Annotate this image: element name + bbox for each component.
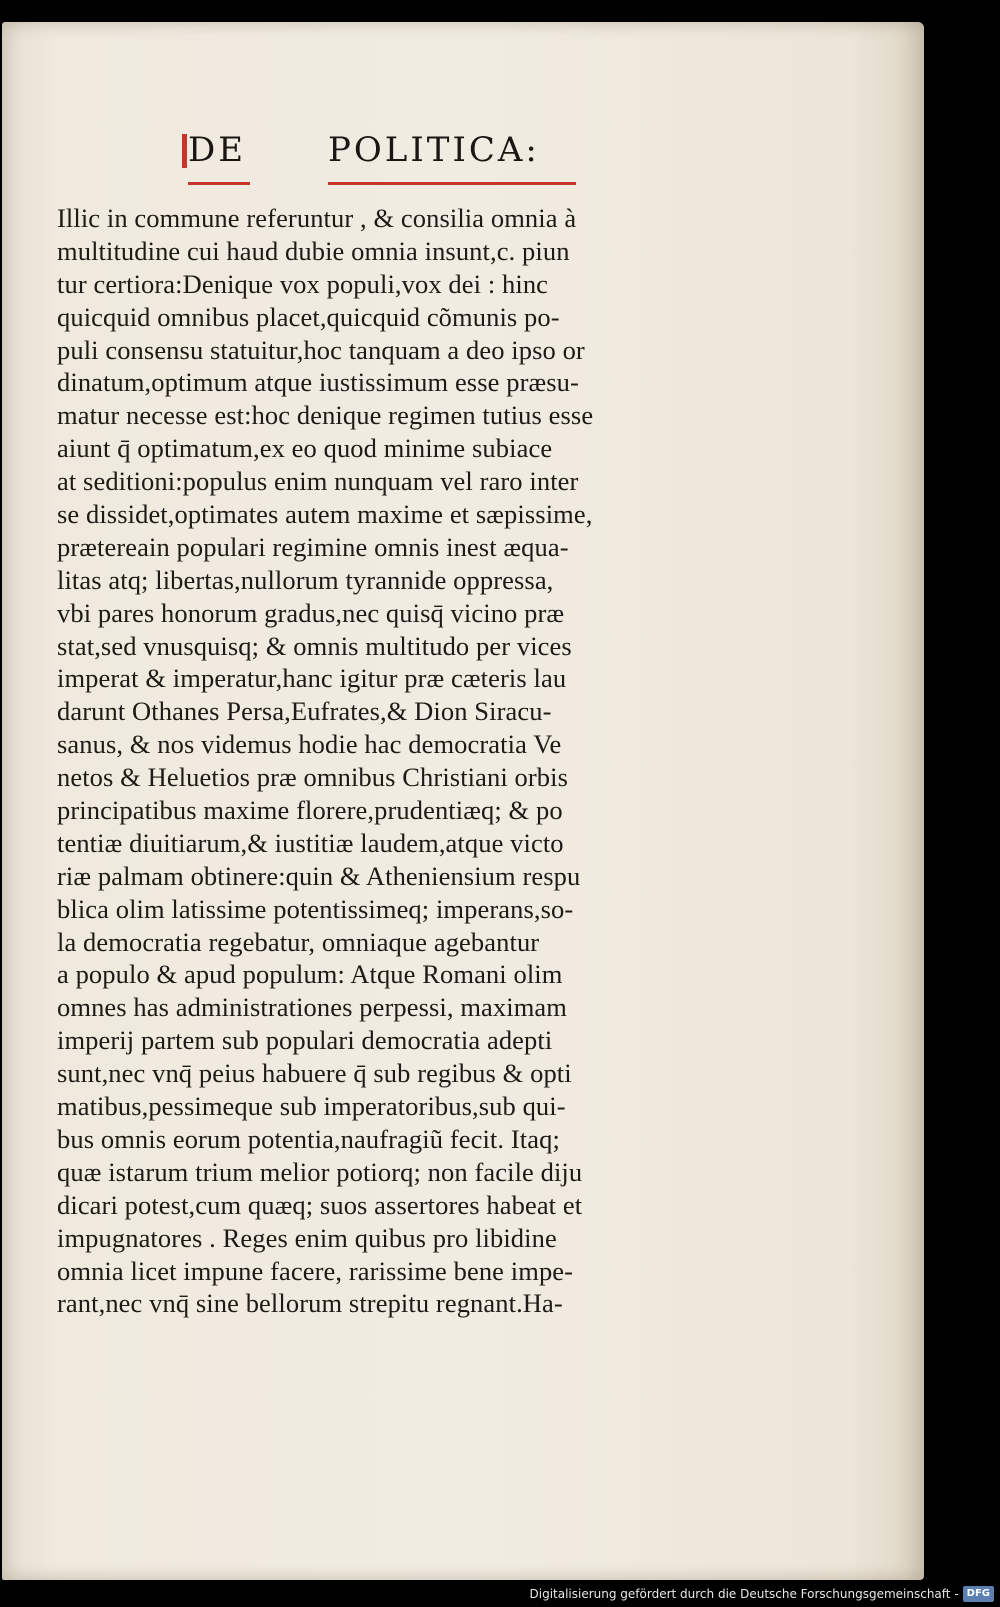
text-line: Illic in commune referuntur , & consilia omnia à — [57, 203, 577, 233]
text-line: at seditioni:populus enim nunquam vel raro inter — [57, 466, 579, 497]
rubric-mark — [182, 134, 187, 168]
text-line: rant,nec vnq̄ sine bellorum strepitu regnant.Ha- — [57, 1288, 563, 1319]
text-line: sanus, & nos videmus hodie hac democratia Ve — [57, 729, 562, 760]
header-underline-right — [328, 182, 576, 185]
header-left: DE — [188, 130, 247, 170]
text-line: sunt,nec vnq̄ peius habuere q̄ sub regibus & opti — [57, 1058, 572, 1089]
text-line: puli consensu statuitur,hoc tanquam a deo ipso or — [57, 334, 585, 365]
running-header — [188, 130, 588, 190]
text-line: omnia licet impune facere, rarissime bene impe- — [57, 1255, 574, 1286]
text-line: multitudine cui haud dubie omnia insunt,c. piun — [57, 235, 570, 266]
text-line: prætereain populari regimine omnis inest æqua- — [57, 531, 569, 562]
text-line: vbi pares honorum gradus,nec quisq̄ vicino præ — [57, 597, 565, 628]
text-line: litas atq; libertas,nullorum tyrannide oppressa, — [57, 564, 554, 595]
text-line: aiunt q̄ optimatum,ex eo quod minime subiace — [57, 433, 553, 464]
text-line: imperat & imperatur,hanc igitur præ cæteris lau — [57, 663, 567, 694]
text-line: darunt Othanes Persa,Eufrates,& Dion Siracu- — [57, 696, 552, 727]
text-line: dicari potest,cum quæq; suos assertores habeat et — [57, 1189, 583, 1220]
text-line: matibus,pessimeque sub imperatoribus,sub qui- — [57, 1091, 566, 1122]
text-line: omnes has administrationes perpessi, maximam — [57, 992, 568, 1023]
text-line: la democratia regebatur, omniaque agebantur — [57, 926, 540, 957]
footer-credit — [530, 1581, 1000, 1607]
text-line: stat,sed vnusquisq; & omnis multitudo per vices — [57, 630, 572, 661]
text-line: quicquid omnibus placet,quicquid cõmunis po- — [57, 301, 560, 332]
text-line: netos & Heluetios præ omnibus Christiani orbis — [57, 762, 569, 793]
text-line: blica olim latissime potentissimeq; imperans,so- — [57, 893, 574, 924]
text-line: tur certiora:Denique vox populi,vox dei : hinc — [57, 268, 549, 299]
header-underline-left — [188, 182, 250, 185]
text-line: bus omnis eorum potentia,naufragiũ fecit. Itaq; — [57, 1123, 560, 1154]
text-line: matur necesse est:hoc denique regimen tutius esse — [57, 400, 594, 431]
text-line: riæ palmam obtinere:quin & Atheniensium respu — [57, 860, 581, 891]
text-line: a populo & apud populum: Atque Romani olim — [57, 959, 563, 990]
book-page — [2, 22, 924, 1580]
text-line: principatibus maxime florere,prudentiæq; & po — [57, 795, 563, 826]
text-line: quæ istarum trium melior potiorq; non facile diju — [57, 1156, 583, 1187]
text-line: imperij partem sub populari democratia adepti — [57, 1025, 553, 1056]
text-line: tentiæ diuitiarum,& iustitiæ laudem,atque victo — [57, 827, 564, 858]
body-text — [57, 202, 737, 1320]
text-line: dinatum,optimum atque iustissimum esse præsu- — [57, 367, 579, 398]
text-line: se dissidet,optimates autem maxime et sæpissime, — [57, 499, 593, 530]
header-right: POLITICA: — [328, 130, 540, 170]
funding-credit: Digitalisierung gefördert durch die Deutsche Forschungsgemeinschaft - — [529, 1587, 959, 1601]
text-line: impugnatores . Reges enim quibus pro libidine — [57, 1222, 557, 1253]
dfg-logo: DFG — [963, 1586, 994, 1602]
